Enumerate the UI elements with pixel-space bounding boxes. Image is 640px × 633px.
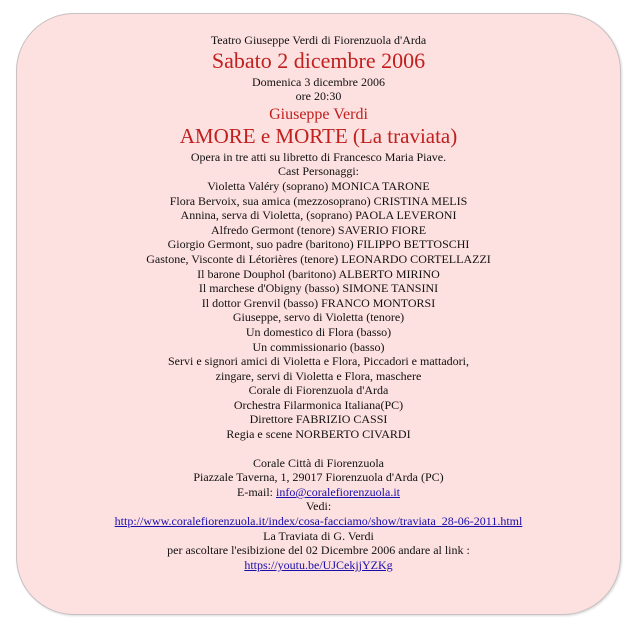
cast-line: Giuseppe, servo di Violetta (tenore) (232, 310, 405, 325)
cast-heading: Cast Personaggi: (278, 164, 359, 179)
event-time: ore 20:30 (295, 89, 342, 104)
youtube-link[interactable]: https://youtu.be/UJCekjjYZKg (244, 557, 393, 572)
cast-line: Giorgio Germont, suo padre (baritono) FILIPPO BETTOSCHI (167, 237, 470, 252)
cast-line: Flora Bervoix, sua amica (mezzosoprano) CRISTINA MELIS (169, 193, 468, 208)
cast-line: Regia e scene NORBERTO CIVARDI (226, 427, 411, 442)
opera-description: Opera in tre atti su libretto di Francesco Maria Piave. (190, 149, 447, 164)
event-date-2: Domenica 3 dicembre 2006 (252, 74, 385, 89)
contact-org: Corale Città di Fiorenzuola (253, 455, 384, 470)
traviata-line: La Traviata di G. Verdi (263, 528, 374, 543)
event-date: Sabato 2 dicembre 2006 (211, 47, 426, 73)
cast-line: zingare, servi di Violetta e Flora, maschere (215, 368, 422, 383)
website-link[interactable]: http://www.coralefiorenzuola.it/index/cosa-facciamo/show/traviata_28-06-2011.html (114, 514, 523, 529)
email-link[interactable]: info@coralefiorenzuola.it (276, 484, 400, 499)
cast-line: Il dottor Grenvil (basso) FRANCO MONTORSI (201, 295, 436, 310)
youtube-line (17, 558, 620, 573)
contact-email-line (17, 485, 620, 500)
listen-line: per ascoltare l'esibizione del 02 Dicembre 2006 andare al link : (167, 543, 470, 558)
see-label: Vedi: (305, 499, 332, 514)
cast-line: Corale di Fiorenzuola d'Arda (248, 383, 389, 398)
contact-address: Piazzale Taverna, 1, 29017 Fiorenzuola d'Arda (PC) (193, 470, 444, 485)
website-line (17, 514, 620, 529)
cast-line: Il marchese d'Obigny (basso) SIMONE TANSINI (198, 281, 439, 296)
cast-line: Il barone Douphol (baritono) ALBERTO MIRINO (197, 266, 440, 281)
cast-line: Alfredo Germont (tenore) SAVERIO FIORE (210, 222, 427, 237)
poster-content (17, 33, 620, 572)
poster-card (16, 13, 621, 615)
cast-line: Servi e signori amici di Violetta e Flora, Piccadori e mattadori, (168, 354, 469, 369)
cast-line: Un domestico di Flora (basso) (245, 324, 392, 339)
cast-line: Un commissionario (basso) (252, 339, 385, 354)
venue: Teatro Giuseppe Verdi di Fiorenzuola d'Arda (210, 33, 427, 47)
cast-line: Annina, serva di Violetta, (soprano) PAOLA LEVERONI (180, 208, 457, 223)
composer: Giuseppe Verdi (269, 105, 368, 123)
cast-line: Orchestra Filarmonica Italiana(PC) (233, 397, 404, 412)
cast-line: Direttore FABRIZIO CASSI (249, 412, 388, 427)
opera-title: AMORE e MORTE (La traviata) (179, 123, 458, 148)
spacer (17, 442, 620, 456)
email-label: E-mail: (237, 484, 276, 499)
cast-line: Gastone, Visconte di Létorières (tenore) LEONARDO CORTELLAZZI (146, 251, 491, 266)
cast-line: Violetta Valéry (soprano) MONICA TARONE (207, 178, 430, 193)
